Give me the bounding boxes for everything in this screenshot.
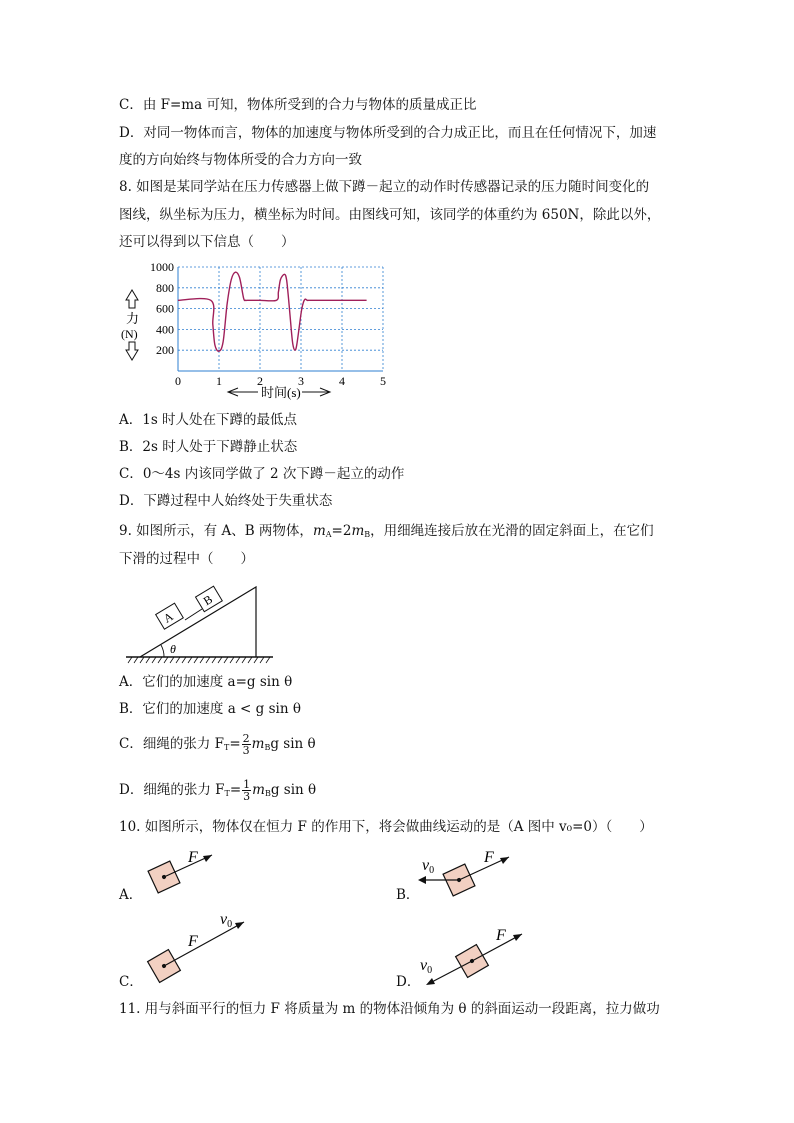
q7-option-d-line1: D．对同一物体而言，物体的加速度与物体所受到的合力成正比，而且在任何情况下，加速 [119, 125, 657, 141]
force-label: F [188, 933, 198, 950]
y-tick-label: 200 [156, 343, 174, 358]
block-b-label: B [200, 592, 215, 609]
q11-stem: 11. 用与斜面平行的恒力 F 将质量为 m 的物体沿倾角为 θ 的斜面运动一段距离，拉力做功 [119, 1001, 660, 1017]
x-axis-label-text: 时间(s) [261, 385, 301, 400]
block-b [196, 586, 223, 611]
q7-option-c: C．由 F=ma 可知，物体所受到的合力与物体的质量成正比 [119, 97, 477, 113]
x-tick-label: 1 [216, 374, 222, 388]
y-tick-label: 800 [156, 280, 174, 295]
q10-label-b: B． [396, 887, 420, 903]
q8-option-a: A．1s 时人处在下蹲的最低点 [119, 412, 298, 428]
arrow-head-icon [203, 855, 212, 862]
q9-option-b: B．它们的加速度 a < g sin θ [119, 701, 301, 717]
q10-label-c: C． [119, 974, 143, 990]
y-tick-labels [150, 260, 174, 357]
force-curve [178, 272, 367, 351]
q10-figure-d [416, 920, 536, 990]
force-time-chart [118, 260, 398, 400]
velocity-label: v0 [420, 957, 433, 976]
right-arrow-icon [302, 388, 330, 396]
q8-option-d: D．下蹲过程中人始终处于失重状态 [119, 493, 333, 509]
down-arrow-icon [126, 342, 138, 360]
x-tick-label: 2 [257, 374, 263, 388]
velocity-label: v0 [220, 911, 233, 930]
q9-stem-line1: 9. 如图所示，有 A、B 两物体，$m_A=2m_B$，用细绳连接后放在光滑的固定斜面上，在它们 [119, 523, 654, 539]
q9-option-d: D．细绳的张力 $F_T=$ $\frac{1}{3}$ $m_Bg$ sin θ [119, 778, 317, 803]
x-tick-label: 5 [380, 374, 386, 388]
arrow-head-icon [418, 876, 426, 884]
incline-figure [118, 583, 278, 665]
block-a-label: A [160, 609, 176, 626]
q7-option-d-line2: 度的方向始终与物体所受的合力方向一致 [119, 152, 362, 168]
y-axis-label-text: 力 [126, 311, 140, 326]
up-arrow-icon [126, 290, 138, 308]
q8-option-b: B．2s 时人处于下蹲静止状态 [119, 439, 298, 455]
force-label: F [484, 849, 494, 866]
q10-figure-c [140, 908, 260, 988]
ground-hatching [128, 657, 270, 663]
angle-arc [161, 645, 164, 657]
velocity-label: v0 [422, 857, 435, 876]
q9-option-c: C．细绳的张力 $F_T=$ $\frac{2}{3}$ $m_Bg$ sin θ [119, 732, 316, 757]
y-tick-label: 400 [156, 322, 174, 337]
y-tick-label: 1000 [150, 260, 174, 274]
left-arrow-icon [228, 388, 258, 396]
q9-option-a: A．它们的加速度 a=g sin θ [119, 674, 293, 690]
q10-label-a: A． [119, 887, 143, 903]
force-label: F [496, 927, 506, 944]
q8-stem-line1: 8. 如图是某同学站在压力传感器上做下蹲－起立的动作时传感器记录的压力随时间变化的 [119, 179, 650, 195]
arrow-head-icon [500, 857, 509, 864]
q10-figure-a [140, 840, 250, 900]
rope [185, 609, 202, 620]
y-axis-unit: (N) [121, 327, 138, 341]
q10-figure-b [414, 840, 534, 900]
q8-option-c: C．0～4s 内该同学做了 2 次下蹲－起立的动作 [119, 466, 405, 482]
block-a [156, 603, 184, 629]
y-tick-label: 600 [156, 301, 174, 316]
q10-label-d: D． [396, 974, 421, 990]
force-label: F [188, 849, 198, 866]
arrow-head-icon [235, 922, 244, 929]
x-tick-label: 4 [339, 374, 345, 388]
angle-label: θ [170, 642, 176, 656]
arrow-head-icon [426, 978, 435, 985]
y-axis-label [121, 290, 139, 360]
x-tick-label: 3 [298, 374, 304, 388]
q9-stem-line2: 下滑的过程中（ ） [119, 551, 254, 567]
x-axis-label [228, 385, 330, 400]
q8-stem-line3: 还可以得到以下信息（ ） [119, 234, 295, 250]
q8-stem-line2: 图线，纵坐标为压力，横坐标为时间。由图线可知，该同学的体重约为 650N，除此以外， [119, 207, 661, 223]
x-tick-label: 0 [175, 374, 181, 388]
arrow-head-icon [513, 934, 522, 941]
q10-stem: 10. 如图所示，物体仅在恒力 F 的作用下，将会做曲线运动的是（A 图中 v₀=0）（ ） [119, 819, 653, 835]
